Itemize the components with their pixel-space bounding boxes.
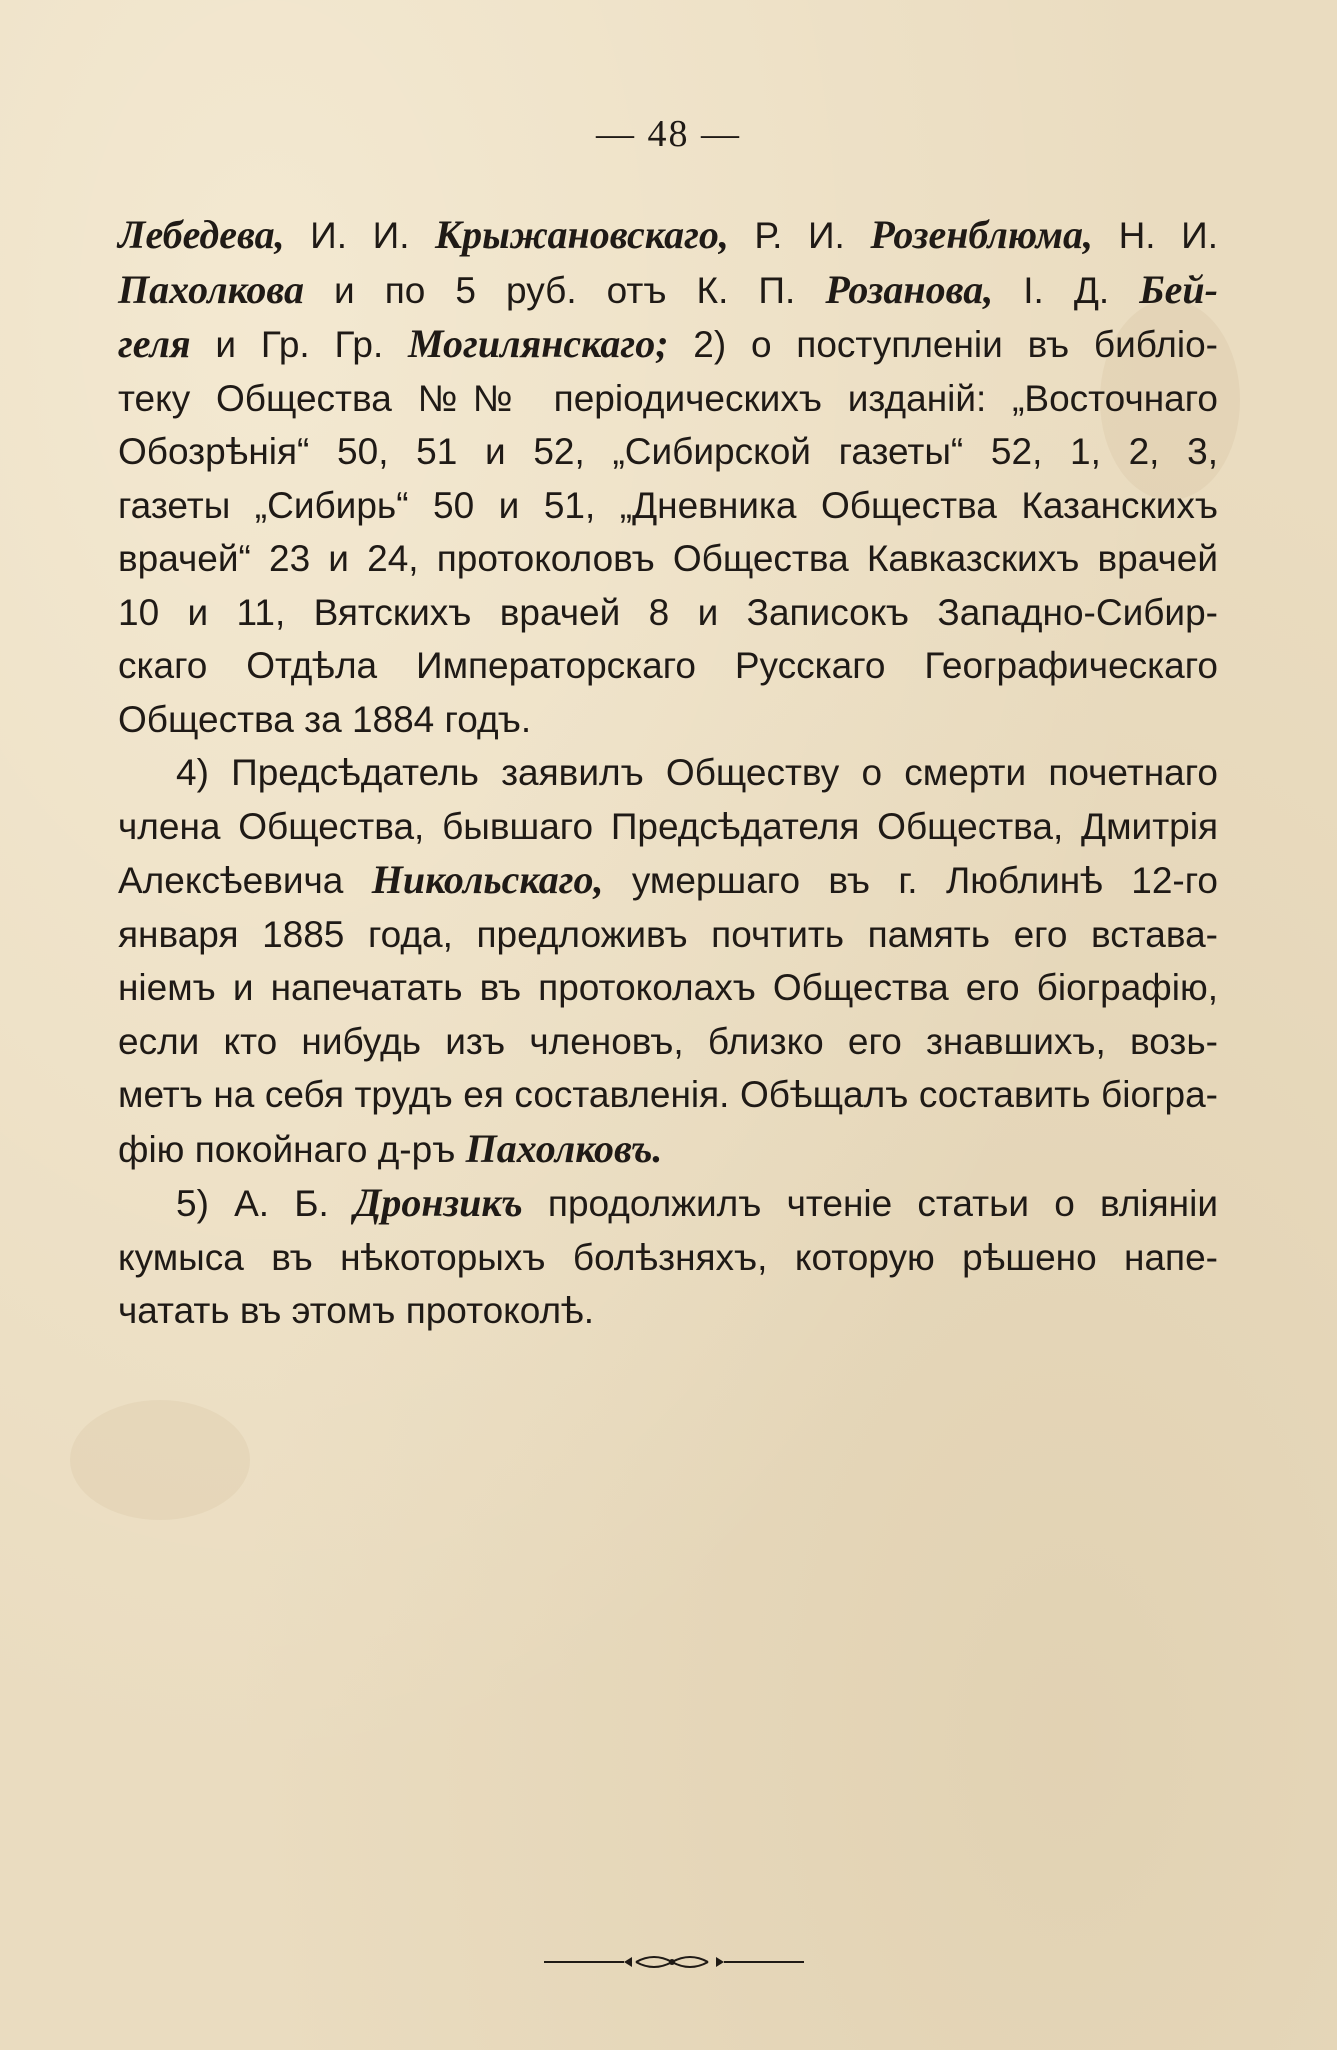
text-run: Р. И. — [728, 215, 871, 256]
person-name: Пахолкова — [118, 266, 304, 312]
text-run: и Гр. Гр. — [190, 324, 409, 365]
text-line — [118, 532, 1218, 586]
page-number: — 48 — — [596, 113, 741, 155]
body-text — [118, 208, 1218, 1338]
paper-stain — [70, 1400, 250, 1520]
text-run: врачей“ 23 и 24, протоколовъ Общества Кавказскихъ врачей — [118, 538, 1218, 579]
text-run: І. Д. — [993, 269, 1140, 311]
text-run: Н. И. — [1093, 215, 1219, 256]
text-line — [118, 586, 1218, 640]
person-name: Розанова, — [825, 266, 994, 312]
person-name: Никольскаго, — [371, 857, 604, 902]
text-run: чатать въ этомъ протоколѣ. — [118, 1290, 595, 1331]
person-name: Крыжановскаго, — [435, 212, 729, 257]
person-name: Розенблюма, — [870, 212, 1093, 257]
person-name: геля — [118, 321, 191, 366]
text-run: фію покойнаго д-ръ — [118, 1128, 466, 1170]
text-line — [118, 263, 1218, 318]
paragraph-chairman-announcement — [118, 746, 1218, 1176]
text-line — [118, 961, 1218, 1015]
text-run: Алексѣевича — [118, 860, 372, 901]
text-run: теку Общества №№ періодическихъ изданій: „Восточнаго — [118, 377, 1218, 419]
text-line — [118, 479, 1218, 533]
text-run: Обозрѣнія“ 50, 51 и 52, „Сибирской газеты“ 52, 1, 2, 3, — [118, 431, 1218, 472]
text-run: члена Общества, бывшаго Предсѣдателя Общества, Дмитрія — [118, 805, 1218, 847]
person-name: Лебедева, — [118, 212, 285, 257]
text-line — [118, 1068, 1218, 1122]
text-line — [118, 317, 1218, 372]
person-name: Дронзикъ — [354, 1180, 523, 1225]
text-line — [118, 908, 1218, 962]
text-run: умершаго въ г. Люблинѣ 12-го — [603, 860, 1218, 901]
text-line — [118, 800, 1218, 854]
text-run: ніемъ и напечатать въ протоколахъ Общества его біографію, — [118, 967, 1218, 1008]
text-run: января 1885 года, предложивъ почтить память его встава- — [118, 913, 1218, 955]
paragraph-kumys-article — [118, 1176, 1218, 1338]
text-line — [118, 639, 1218, 693]
text-run: газеты „Сибирь“ 50 и 51, „Дневника Общества Казанскихъ — [118, 484, 1218, 526]
text-run: 4) Предсѣдатель заявилъ Обществу о смерти почетнаго — [176, 752, 1218, 793]
text-run: 2) о поступленіи въ библіо- — [668, 324, 1218, 365]
text-line — [118, 746, 1218, 800]
person-name: Могилянскаго; — [408, 321, 669, 366]
text-line — [118, 1015, 1218, 1069]
text-run: 10 и 11, Вятскихъ врачей 8 и Записокъ Западно-Сибир- — [118, 591, 1218, 633]
text-line — [118, 1284, 1218, 1338]
paragraph-library-receipts — [118, 208, 1218, 746]
text-line — [118, 372, 1218, 426]
text-run: метъ на себя трудъ ея составленія. Обѣщалъ составить біогра- — [118, 1074, 1218, 1115]
text-line — [118, 208, 1218, 263]
text-run: скаго Отдѣла Императорскаго Русскаго Географическаго — [118, 645, 1218, 686]
text-line — [118, 693, 1218, 747]
text-run: 5) А. Б. — [176, 1183, 354, 1224]
text-run: и по 5 руб. отъ К. П. — [304, 269, 826, 311]
text-run: Общества за 1884 годъ. — [118, 698, 532, 740]
person-name: Бей- — [1139, 266, 1218, 312]
text-line — [118, 425, 1218, 479]
text-line — [118, 853, 1218, 908]
text-line — [118, 1122, 1218, 1177]
person-name: Пахолковъ. — [465, 1125, 663, 1171]
closing-ornament — [544, 1950, 804, 1974]
text-line — [118, 1176, 1218, 1231]
text-run: если кто нибудь изъ членовъ, близко его знавшихъ, возь- — [118, 1020, 1218, 1062]
text-run: И. И. — [284, 215, 436, 256]
text-run: продолжилъ чтеніе статьи о вліяніи — [522, 1183, 1218, 1224]
text-run: кумыса въ нѣкоторыхъ болѣзняхъ, которую рѣшено напе- — [118, 1236, 1218, 1278]
text-line — [118, 1231, 1218, 1285]
